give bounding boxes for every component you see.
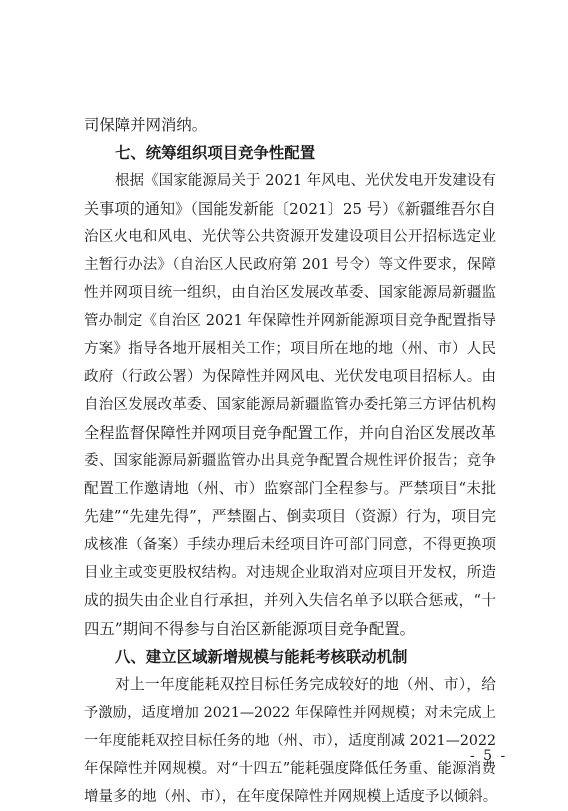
text-line: 对上一年度能耗双控目标任务完成较好的地（州、市），给 xyxy=(115,676,496,693)
paragraph-tail: 司保障并网消纳。 xyxy=(84,116,208,134)
text-line: 性并网项目统一组织，由自治区发展改革委、国家能源局新疆监 xyxy=(84,285,496,301)
section-8-paragraph xyxy=(84,671,496,811)
text-line: 成核准（备案）手续办理后未经项目许可部门同意，不得更换项 xyxy=(84,537,496,553)
text-line: 四五”期间不得参与自治区新能源项目竞争配置。 xyxy=(84,620,416,638)
text-line: 主暂行办法》（自治区人民政府第 201 号令）等文件要求，保障 xyxy=(84,257,496,273)
section-8-heading: 八、建立区域新增规模与能耗考核联动机制 xyxy=(115,648,408,666)
text-line: 予激励，适度增加 2021—2022 年保障性并网规模；对未完成上 xyxy=(84,705,496,721)
page-number: - 5 - xyxy=(470,748,508,764)
section-7-heading: 七、统筹组织项目竞争性配置 xyxy=(115,144,316,162)
text-line: 委、国家能源局新疆监管办出具竞争配置合规性评价报告；竞争 xyxy=(84,453,496,469)
text-line: 治区火电和风电、光伏等公共资源开发建设项目公开招标选定业 xyxy=(84,229,496,245)
text-line: 目业主或变更股权结构。对违规企业取消对应项目开发权，所造 xyxy=(84,565,496,581)
text-line: 自治区发展改革委、国家能源局新疆监管办委托第三方评估机构 xyxy=(84,397,496,413)
text-line: 配置工作邀请地（州、市）监察部门全程参与。严禁项目“未批 xyxy=(84,480,496,497)
text-line: 增量多的地（州、市），在年度保障性并网规模上适度予以倾斜。 xyxy=(84,789,498,805)
text-line: 年保障性并网规模。对“十四五”能耗强度降低任务重、能源消费 xyxy=(84,761,496,777)
section-7-paragraph xyxy=(84,167,496,643)
text-line: 成的损失由企业自行承担，并列入失信名单予以联合惩戒，“十 xyxy=(84,592,496,609)
text-line: 管办制定《自治区 2021 年保障性并网新能源项目竞争配置指导 xyxy=(84,313,496,329)
text-line: 先建”“先建先得”，严禁圈占、倒卖项目（资源）行为，项目完 xyxy=(84,508,496,525)
page-content xyxy=(84,111,496,811)
text-line: 一年度能耗双控目标任务的地（州、市），适度削减 2021—2022 xyxy=(84,733,496,749)
text-line: 方案》指导各地开展相关工作；项目所在地的地（州、市）人民 xyxy=(84,341,496,357)
text-line: 政府（行政公署）为保障性并网风电、光伏发电项目招标人。由 xyxy=(84,369,496,385)
text-line: 关事项的通知》（国能发新能〔2021〕25 号）《新疆维吾尔自 xyxy=(84,200,496,218)
text-line: 根据《国家能源局关于 2021 年风电、光伏发电开发建设有 xyxy=(115,173,496,189)
text-line: 全程监督保障性并网项目竞争配置工作，并向自治区发展改革 xyxy=(84,424,496,442)
